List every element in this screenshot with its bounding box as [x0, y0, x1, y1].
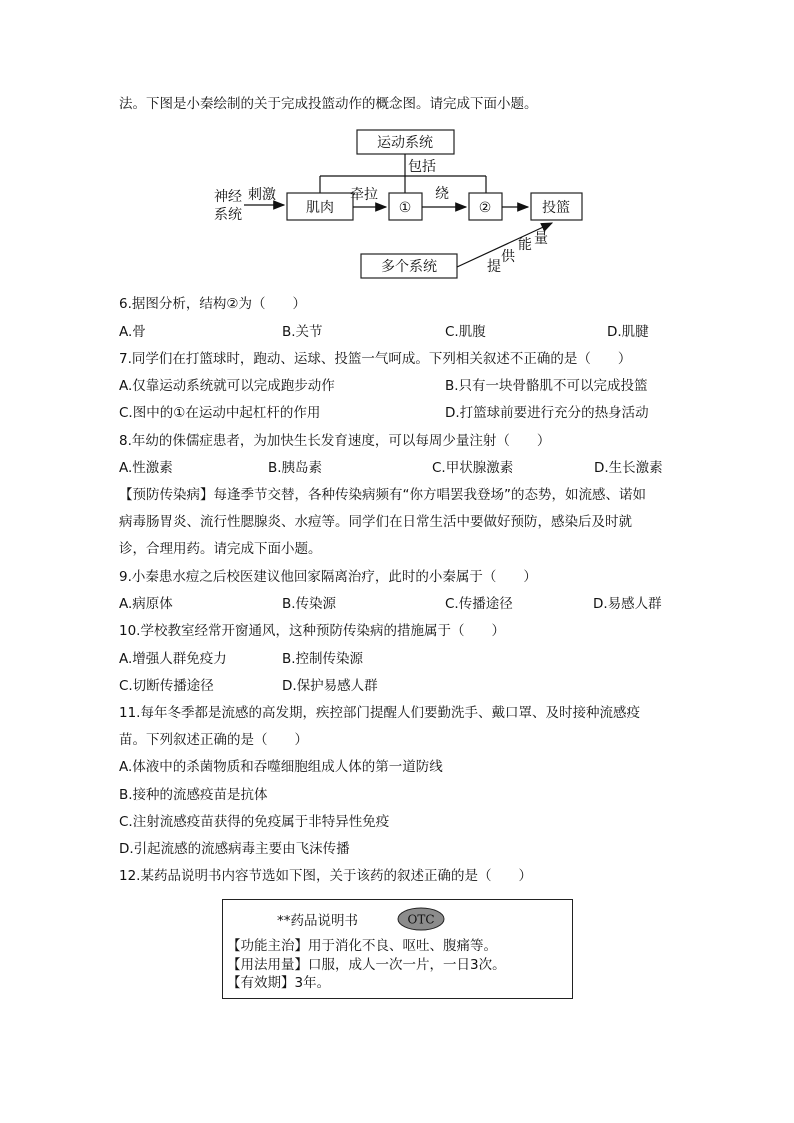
- q11-stem-line-1: 11.每年冬季都是流感的高发期，疾控部门提醒人们要勤洗手、戴口罩、及时接种流感疫: [119, 705, 640, 721]
- pull-label: 牵拉: [350, 187, 378, 203]
- q6-option-a: A.骨: [119, 324, 146, 340]
- q11-option-a: A.体液中的杀菌物质和吞噬细胞组成人体的第一道防线: [119, 759, 443, 775]
- q11-option-c: C.注射流感疫苗获得的免疫属于非特异性免疫: [119, 814, 390, 830]
- node2-label: ②: [478, 200, 492, 216]
- q7-option-b: B.只有一块骨骼肌不可以完成投篮: [445, 378, 648, 394]
- q8-stem: 8.年幼的侏儒症患者，为加快生长发育速度，可以每周少量注射（ ）: [119, 433, 551, 449]
- q7-option-a: A.仅靠运动系统就可以完成跑步动作: [119, 378, 335, 394]
- q9-option-a: A.病原体: [119, 596, 173, 612]
- q10-option-b: B.控制传染源: [282, 651, 364, 667]
- q9-option-d: D.易感人群: [593, 596, 662, 612]
- nerve-label-1: 神经: [214, 189, 242, 205]
- q11-option-d: D.引起流感的流感病毒主要由飞沫传播: [119, 841, 350, 857]
- q6-option-c: C.肌腹: [445, 324, 486, 340]
- otc-label: OTC: [407, 912, 435, 927]
- q7-option-d: D.打篮球前要进行充分的热身活动: [445, 405, 649, 421]
- stimulate-label: 刺激: [248, 187, 276, 203]
- q7-option-c: C.图中的①在运动中起杠杆的作用: [119, 405, 321, 421]
- q6-option-d: D.肌腱: [607, 324, 649, 340]
- q6-option-b: B.关节: [282, 324, 323, 340]
- q8-option-d: D.生长激素: [594, 460, 663, 476]
- energy-char-1: 提: [487, 259, 501, 275]
- q9-option-b: B.传染源: [282, 596, 337, 612]
- energy-char-2: 供: [501, 249, 515, 265]
- medicine-line-1: 【功能主治】用于消化不良、呕吐、腹痛等。: [227, 938, 497, 954]
- q9-option-c: C.传播途径: [445, 596, 513, 612]
- medicine-title: **药品说明书: [277, 913, 358, 929]
- nerve-label-2: 系统: [214, 207, 242, 223]
- multi-system-label: 多个系统: [381, 259, 437, 275]
- around-label: 绕: [435, 186, 449, 202]
- q10-option-a: A.增强人群免疫力: [119, 651, 227, 667]
- q10-option-d: D.保护易感人群: [282, 678, 378, 694]
- energy-char-3: 能: [518, 237, 532, 253]
- shoot-label: 投篮: [542, 200, 570, 216]
- q7-stem: 7.同学们在打篮球时，跑动、运球、投篮一气呵成。下列相关叙述不正确的是（ ）: [119, 351, 632, 367]
- concept-diagram: [0, 120, 794, 420]
- medicine-label-box: [222, 899, 573, 999]
- q12-stem: 12.某药品说明书内容节选如下图，关于该药的叙述正确的是（ ）: [119, 868, 532, 884]
- q8-option-c: C.甲状腺激素: [432, 460, 514, 476]
- section-line-2: 病毒肠胃炎、流行性腮腺炎、水痘等。同学们在日常生活中要做好预防，感染后及时就: [119, 514, 632, 530]
- muscle-label: 肌肉: [306, 200, 334, 216]
- section-line-1: 【预防传染病】每逢季节交替，各种传染病频有“你方唱罢我登场”的态势，如流感、诺如: [119, 487, 646, 503]
- include-label: 包括: [408, 159, 436, 175]
- medicine-line-2: 【用法用量】口服，成人一次一片，一日3次。: [227, 957, 506, 973]
- motor-system-label: 运动系统: [377, 135, 433, 151]
- section-line-3: 诊，合理用药。请完成下面小题。: [119, 541, 322, 557]
- intro-text: 法。下图是小秦绘制的关于完成投篮动作的概念图。请完成下面小题。: [119, 96, 538, 112]
- q11-option-b: B.接种的流感疫苗是抗体: [119, 787, 268, 803]
- energy-char-4: 量: [534, 231, 548, 247]
- q10-stem: 10.学校教室经常开窗通风，这种预防传染病的措施属于（ ）: [119, 623, 505, 639]
- q8-option-a: A.性激素: [119, 460, 173, 476]
- otc-badge: [397, 907, 447, 931]
- q6-stem: 6.据图分析，结构②为（ ）: [119, 296, 306, 312]
- medicine-line-3: 【有效期】3年。: [227, 975, 331, 991]
- q8-option-b: B.胰岛素: [268, 460, 323, 476]
- q10-option-c: C.切断传播途径: [119, 678, 214, 694]
- q11-stem-line-2: 苗。下列叙述正确的是（ ）: [119, 732, 308, 748]
- q9-stem: 9.小秦患水痘之后校医建议他回家隔离治疗，此时的小秦属于（ ）: [119, 569, 537, 585]
- node1-label: ①: [398, 200, 412, 216]
